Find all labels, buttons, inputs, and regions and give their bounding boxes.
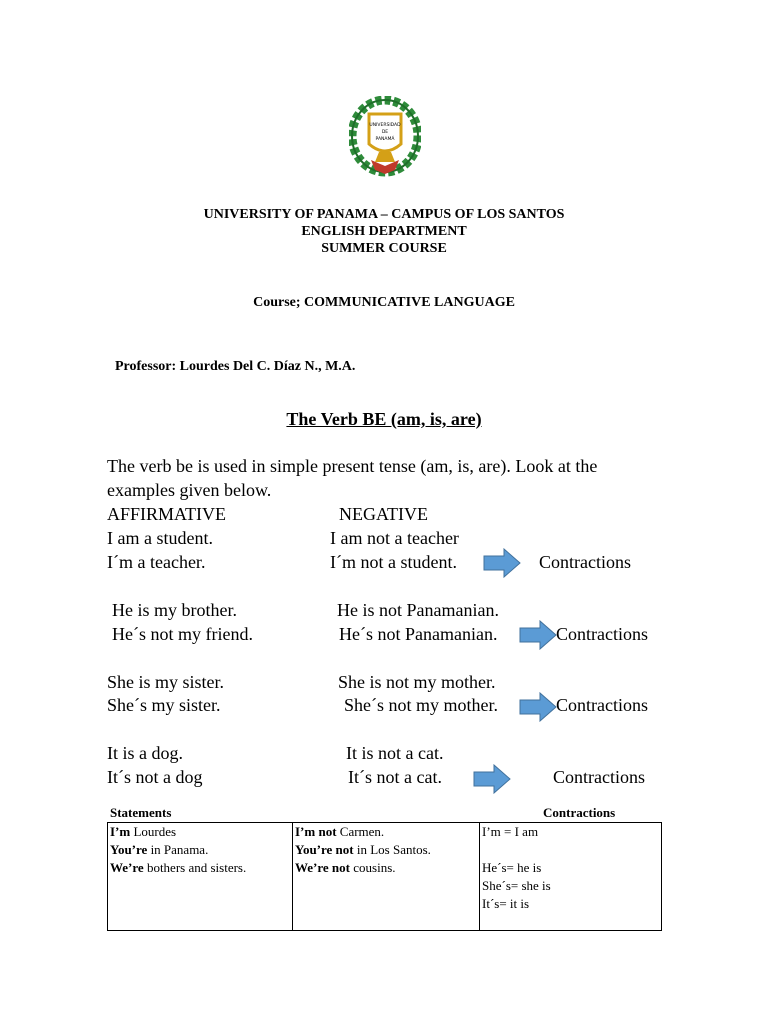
- example-negative: I´m not a student.: [330, 552, 457, 572]
- svg-text:UNIVERSIDAD: UNIVERSIDAD: [369, 123, 401, 128]
- example-affirmative: She is my sister.: [107, 672, 225, 692]
- list-item: It´s= it is: [482, 896, 530, 911]
- example-negative: He is not Panamanian.: [337, 600, 499, 620]
- affirmative-heading: AFFIRMATIVE: [107, 504, 227, 524]
- university-seal-logo: [349, 96, 421, 180]
- example-negative: It´s not a cat.: [348, 767, 442, 787]
- list-item: We’re not cousins.: [295, 860, 396, 875]
- contractions-label: Contractions: [556, 624, 648, 644]
- negative-heading: NEGATIVE: [339, 504, 428, 524]
- right-arrow-icon: [519, 692, 557, 722]
- list-item: He´s= he is: [482, 860, 542, 875]
- statements-negative-cell: [293, 823, 480, 931]
- example-affirmative: He´s not my friend.: [112, 624, 253, 644]
- example-negative: He´s not Panamanian.: [339, 624, 498, 644]
- intro-line-1: The verb be is used in simple present tense (am, is, are). Look at the: [107, 456, 598, 476]
- list-item: I’m not Carmen.: [295, 824, 385, 839]
- example-negative: She´s not my mother.: [344, 695, 498, 715]
- right-arrow-icon: [519, 620, 557, 650]
- statements-label: Statements: [110, 805, 172, 820]
- contractions-label: Contractions: [553, 767, 645, 787]
- university-name: UNIVERSITY OF PANAMA – CAMPUS OF LOS SANTOS: [203, 207, 565, 222]
- contractions-cell: [480, 823, 662, 931]
- list-item: I’m Lourdes: [110, 824, 177, 839]
- list-item: We’re bothers and sisters.: [110, 860, 247, 875]
- page-title: The Verb BE (am, is, are): [286, 409, 482, 429]
- contractions-label: Contractions: [539, 552, 631, 572]
- svg-text:PANAMÁ: PANAMÁ: [375, 137, 395, 142]
- example-affirmative: She´s my sister.: [107, 695, 221, 715]
- example-affirmative: It is a dog.: [107, 743, 183, 763]
- example-affirmative: It´s not a dog: [107, 767, 203, 787]
- department-name: ENGLISH DEPARTMENT: [301, 224, 467, 239]
- statements-affirmative-cell: [108, 823, 293, 931]
- example-affirmative: I´m a teacher.: [107, 552, 206, 572]
- summary-table: [107, 822, 662, 931]
- list-item: You’re in Panama.: [110, 842, 209, 857]
- svg-text:DE: DE: [381, 130, 389, 135]
- example-affirmative: I am a student.: [107, 528, 213, 548]
- right-arrow-icon: [483, 548, 521, 578]
- course-type: SUMMER COURSE: [321, 241, 447, 256]
- example-affirmative: He is my brother.: [112, 600, 237, 620]
- example-negative: I am not a teacher: [330, 528, 459, 548]
- professor-name: Professor: Lourdes Del C. Díaz N., M.A.: [115, 359, 356, 374]
- right-arrow-icon: [473, 764, 511, 794]
- example-negative: She is not my mother.: [338, 672, 496, 692]
- list-item: She´s= she is: [482, 878, 551, 893]
- spacer: [482, 841, 659, 859]
- contractions-label: Contractions: [556, 695, 648, 715]
- intro-line-2: examples given below.: [107, 480, 272, 500]
- list-item: I’m = I am: [482, 824, 539, 839]
- list-item: You’re not in Los Santos.: [295, 842, 431, 857]
- course-name: Course; COMMUNICATIVE LANGUAGE: [253, 295, 515, 310]
- table-row: [108, 823, 662, 931]
- contractions-table-label: Contractions: [543, 805, 616, 820]
- example-negative: It is not a cat.: [346, 743, 444, 763]
